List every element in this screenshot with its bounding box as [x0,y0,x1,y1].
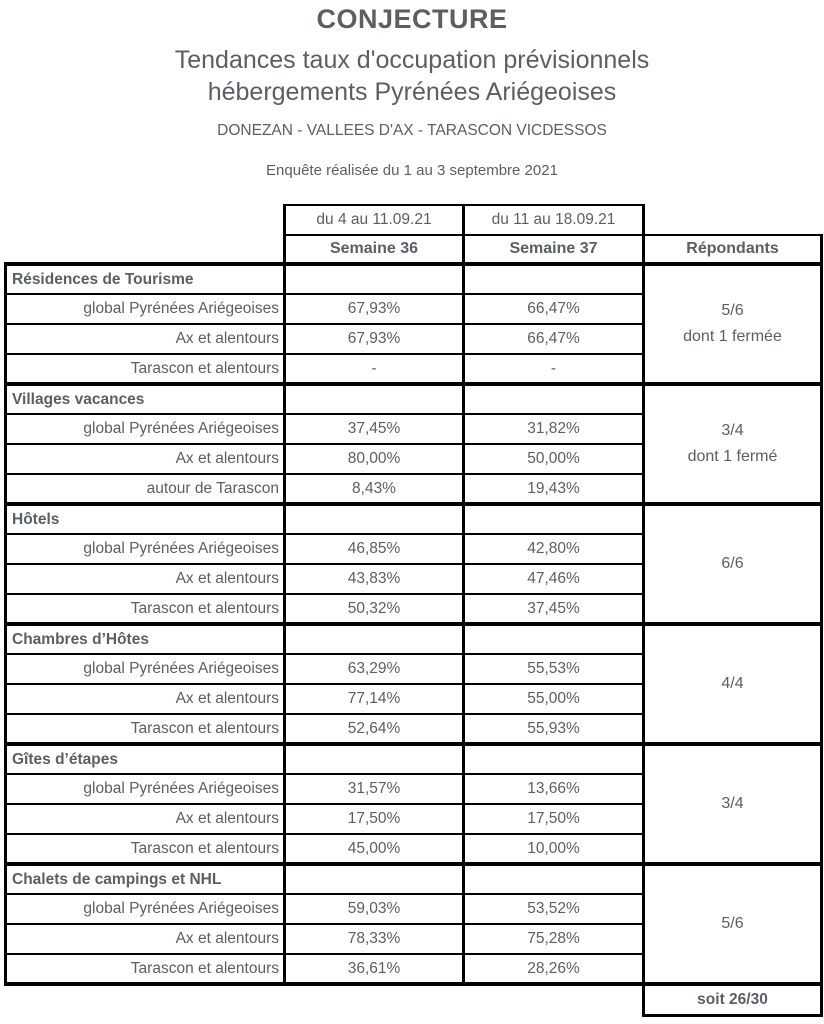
week37-value: 13,66% [464,774,644,804]
week37-value: - [464,354,644,384]
row-label: Ax et alentours [6,804,285,834]
empty-cell [464,864,644,894]
week37-value: 47,46% [464,564,644,594]
week36-value: 45,00% [285,834,464,864]
empty-cell [285,744,464,774]
section-header-row [6,624,822,654]
section-header-row [6,864,822,894]
respondents-cell [644,744,822,864]
empty-cell [464,264,644,294]
empty-cell [285,264,464,294]
empty-cell [285,504,464,534]
respondents-count: 5/6 [721,302,744,319]
report-page [0,4,824,1024]
respondents-cell [644,864,822,984]
week36-value: 80,00% [285,444,464,474]
page-title: CONJECTURE [316,4,508,34]
section-title: Chambres d’Hôtes [6,624,285,654]
row-label: global Pyrénées Ariégeoises [6,654,285,684]
row-label: Ax et alentours [6,924,285,954]
survey-note: Enquête réalisée du 1 au 3 septembre 2021 [266,162,558,179]
week36-value: 78,33% [285,924,464,954]
respondents-count: 6/6 [721,555,744,572]
total-row [6,984,822,1015]
week37-value: 37,45% [464,594,644,624]
empty-cell [6,984,285,1015]
row-label: Ax et alentours [6,564,285,594]
section-header-row [6,504,822,534]
empty-cell [285,384,464,414]
week36-value: 37,45% [285,414,464,444]
row-label: Tarascon et alentours [6,594,285,624]
row-label: global Pyrénées Ariégeoises [6,894,285,924]
empty-cell [464,384,644,414]
section-header-row [6,264,822,294]
week37-value: 75,28% [464,924,644,954]
week37-value: 55,93% [464,714,644,744]
respondents-count: 5/6 [721,915,744,932]
week37-value: 53,52% [464,894,644,924]
week37-value: 50,00% [464,444,644,474]
week37-value: 31,82% [464,414,644,444]
respondents-cell [644,384,822,504]
week36-header: Semaine 36 [285,235,464,264]
row-label: Tarascon et alentours [6,714,285,744]
section-title: Hôtels [6,504,285,534]
section-header-row [6,744,822,774]
respondents-header: Répondants [644,235,822,264]
respondents-count: 4/4 [721,675,744,692]
section-title: Résidences de Tourisme [6,264,285,294]
respondents-cell [644,624,822,744]
week36-value: 36,61% [285,954,464,984]
week-header-row [6,235,822,264]
respondents-cell [644,264,822,384]
week36-value: 50,32% [285,594,464,624]
empty-cell [464,624,644,654]
week36-value: 63,29% [285,654,464,684]
section-title: Gîtes d’étapes [6,744,285,774]
respondents-count: 3/4 [721,795,744,812]
empty-cell [6,235,285,264]
row-label: Tarascon et alentours [6,354,285,384]
week37-value: 66,47% [464,324,644,354]
page-subtitle [0,44,824,108]
week37-value: 17,50% [464,804,644,834]
zones-line: DONEZAN - VALLEES D'AX - TARASCON VICDESSOS [217,122,607,139]
respondents-cell [644,504,822,624]
week36-value: 67,93% [285,324,464,354]
week37-value: 42,80% [464,534,644,564]
subtitle-line-2: hébergements Pyrénées Ariégeoises [207,78,617,106]
empty-cell [285,864,464,894]
occupancy-table [4,204,823,1017]
row-label: Ax et alentours [6,684,285,714]
row-label: global Pyrénées Ariégeoises [6,534,285,564]
empty-cell [6,205,285,235]
section-header-row [6,384,822,414]
empty-cell [285,624,464,654]
week36-value: 17,50% [285,804,464,834]
row-label: autour de Tarascon [6,474,285,504]
week36-value: 8,43% [285,474,464,504]
row-label: Ax et alentours [6,324,285,354]
row-label: Ax et alentours [6,444,285,474]
week36-value: 67,93% [285,294,464,324]
week37-value: 66,47% [464,294,644,324]
week37-value: 55,00% [464,684,644,714]
week36-value: 46,85% [285,534,464,564]
row-label: global Pyrénées Ariégeoises [6,774,285,804]
respondents-note: dont 1 fermé [687,448,778,465]
subtitle-line-1: Tendances taux d'occupation prévisionnels [174,46,650,74]
empty-cell [464,744,644,774]
week36-value: 43,83% [285,564,464,594]
empty-cell [644,205,822,235]
week37-value: 19,43% [464,474,644,504]
week36-value: 77,14% [285,684,464,714]
period-header-week36: du 4 au 11.09.21 [285,205,464,235]
empty-cell [285,984,464,1015]
respondents-total: soit 26/30 [644,984,822,1015]
respondents-count: 3/4 [721,422,744,439]
week36-value: 52,64% [285,714,464,744]
period-header-week37: du 11 au 18.09.21 [464,205,644,235]
week36-value: - [285,354,464,384]
section-title: Villages vacances [6,384,285,414]
week37-value: 28,26% [464,954,644,984]
period-header-row [6,205,822,235]
section-title: Chalets de campings et NHL [6,864,285,894]
week36-value: 59,03% [285,894,464,924]
row-label: Tarascon et alentours [6,954,285,984]
empty-cell [464,504,644,534]
week37-value: 10,00% [464,834,644,864]
respondents-note: dont 1 fermée [683,328,782,345]
empty-cell [464,984,644,1015]
week37-value: 55,53% [464,654,644,684]
week36-value: 31,57% [285,774,464,804]
week37-header: Semaine 37 [464,235,644,264]
row-label: global Pyrénées Ariégeoises [6,414,285,444]
row-label: Tarascon et alentours [6,834,285,864]
row-label: global Pyrénées Ariégeoises [6,294,285,324]
